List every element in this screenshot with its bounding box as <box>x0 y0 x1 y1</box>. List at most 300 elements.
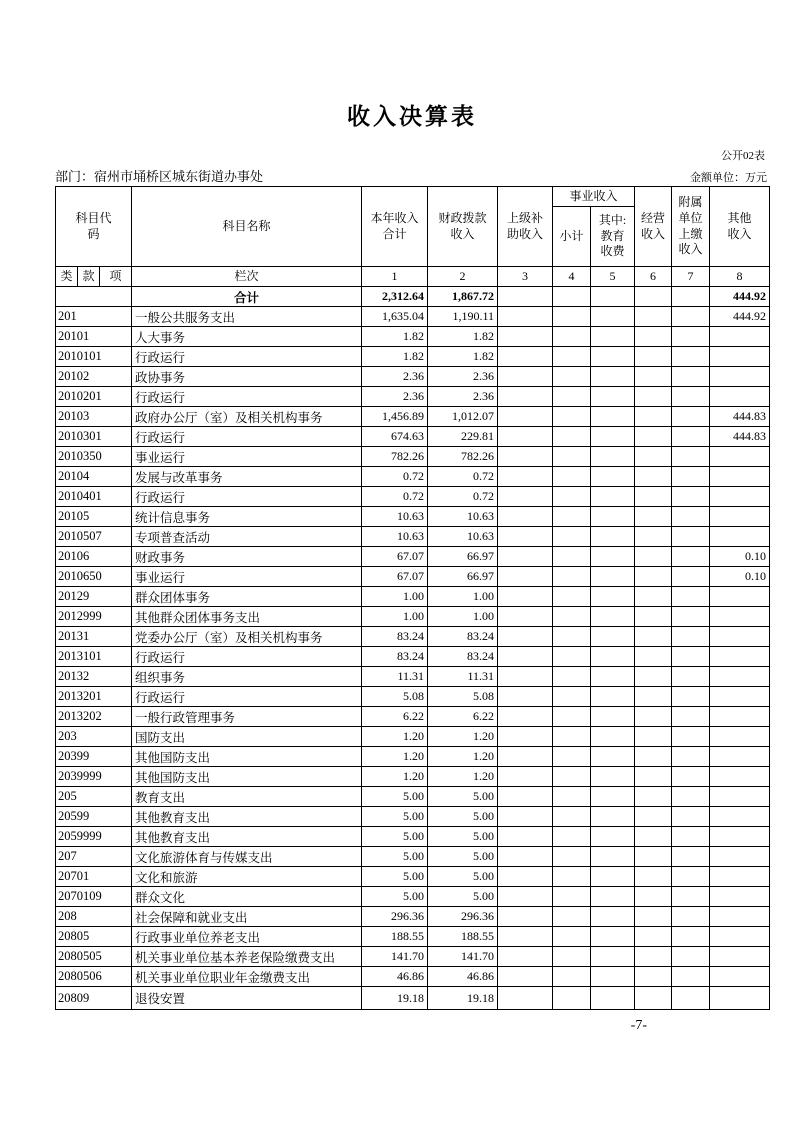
value-cell-col-2: 1.82 <box>428 327 498 347</box>
table-row <box>56 987 770 1010</box>
value-cell-col-7 <box>672 947 710 967</box>
value-cell-col-8 <box>710 867 770 887</box>
value-cell-col-3 <box>498 487 553 507</box>
value-cell-col-5 <box>591 467 635 487</box>
value-cell-col-8 <box>710 887 770 907</box>
value-cell-col-1: 2.36 <box>362 367 428 387</box>
value-cell-col-7 <box>672 547 710 567</box>
value-cell-col-5 <box>591 987 635 1010</box>
value-cell-col-6 <box>635 367 672 387</box>
value-cell-col-4 <box>553 367 591 387</box>
table-row <box>56 427 770 447</box>
page-number: -7- <box>630 1018 647 1033</box>
value-cell-col-8: 0.10 <box>710 547 770 567</box>
value-cell-col-7 <box>672 367 710 387</box>
value-cell-col-7 <box>672 287 710 307</box>
header-row-lanci <box>56 267 770 287</box>
table-row <box>56 867 770 887</box>
value-cell-col-1: 67.07 <box>362 547 428 567</box>
subject-code-cell: 2039999 <box>56 767 132 787</box>
value-cell-col-1: 10.63 <box>362 507 428 527</box>
value-cell-col-6 <box>635 747 672 767</box>
value-cell-col-5 <box>591 647 635 667</box>
value-cell-col-6 <box>635 707 672 727</box>
value-cell-col-7 <box>672 427 710 447</box>
subject-code-cell: 2010101 <box>56 347 132 367</box>
value-cell-col-3 <box>498 887 553 907</box>
value-cell-col-1: 1.82 <box>362 347 428 367</box>
value-cell-col-7 <box>672 587 710 607</box>
value-cell-col-2: 83.24 <box>428 627 498 647</box>
value-cell-col-2: 19.18 <box>428 987 498 1010</box>
table-row <box>56 907 770 927</box>
value-cell-col-7 <box>672 907 710 927</box>
value-cell-col-6 <box>635 427 672 447</box>
value-cell-col-8 <box>710 767 770 787</box>
subject-name-cell: 组织事务 <box>132 667 362 687</box>
value-cell-col-5 <box>591 747 635 767</box>
value-cell-col-7 <box>672 867 710 887</box>
value-cell-col-2: 1.82 <box>428 347 498 367</box>
value-cell-col-8 <box>710 647 770 667</box>
subject-name-cell: 其他国防支出 <box>132 767 362 787</box>
subject-name-cell: 专项普查活动 <box>132 527 362 547</box>
subject-name-cell: 其他国防支出 <box>132 747 362 767</box>
value-cell-col-7 <box>672 967 710 987</box>
value-cell-col-8 <box>710 587 770 607</box>
value-cell-col-2: 5.00 <box>428 887 498 907</box>
value-cell-col-2: 1.00 <box>428 607 498 627</box>
value-cell-col-7 <box>672 827 710 847</box>
value-cell-col-3 <box>498 567 553 587</box>
value-cell-col-8 <box>710 707 770 727</box>
subject-code-cell: 20104 <box>56 467 132 487</box>
value-cell-col-6 <box>635 867 672 887</box>
value-cell-col-4 <box>553 447 591 467</box>
table-row <box>56 747 770 767</box>
header-col-number-7: 7 <box>672 267 710 287</box>
subject-name-cell: 行政运行 <box>132 387 362 407</box>
table-row <box>56 647 770 667</box>
subject-code-cell: 20132 <box>56 667 132 687</box>
value-cell-col-8: 444.83 <box>710 427 770 447</box>
value-cell-col-8 <box>710 687 770 707</box>
subject-name-cell: 党委办公厅（室）及相关机构事务 <box>132 627 362 647</box>
value-cell-col-6 <box>635 787 672 807</box>
value-cell-col-1: 5.00 <box>362 787 428 807</box>
value-cell-col-6 <box>635 447 672 467</box>
subject-code-cell: 20103 <box>56 407 132 427</box>
value-cell-col-4 <box>553 947 591 967</box>
value-cell-col-8 <box>710 787 770 807</box>
table-row <box>56 787 770 807</box>
value-cell-col-8 <box>710 947 770 967</box>
value-cell-col-3 <box>498 867 553 887</box>
value-cell-col-5 <box>591 287 635 307</box>
value-cell-col-3 <box>498 967 553 987</box>
value-cell-col-8 <box>710 987 770 1010</box>
value-cell-col-2: 6.22 <box>428 707 498 727</box>
header-fiscal-allocation-income: 财政拨款收入 <box>428 187 498 267</box>
table-row <box>56 627 770 647</box>
value-cell-col-3 <box>498 427 553 447</box>
value-cell-col-5 <box>591 367 635 387</box>
value-cell-col-6 <box>635 847 672 867</box>
value-cell-col-3 <box>498 767 553 787</box>
subject-code-cell: 20102 <box>56 367 132 387</box>
subject-code-cell: 2010650 <box>56 567 132 587</box>
value-cell-col-4 <box>553 827 591 847</box>
value-cell-col-3 <box>498 507 553 527</box>
value-cell-col-1: 46.86 <box>362 967 428 987</box>
table-row <box>56 447 770 467</box>
subject-code-cell: 207 <box>56 847 132 867</box>
value-cell-col-7 <box>672 347 710 367</box>
header-code-lei: 类 <box>56 267 78 287</box>
value-cell-col-5 <box>591 627 635 647</box>
table-row <box>56 347 770 367</box>
value-cell-col-7 <box>672 407 710 427</box>
value-cell-col-4 <box>553 467 591 487</box>
value-cell-col-4 <box>553 587 591 607</box>
subject-name-cell: 行政运行 <box>132 487 362 507</box>
header-business-subtotal: 小计 <box>553 207 591 267</box>
subject-name-cell: 机关事业单位职业年金缴费支出 <box>132 967 362 987</box>
value-cell-col-3 <box>498 447 553 467</box>
value-cell-col-1: 5.00 <box>362 807 428 827</box>
value-cell-col-8 <box>710 747 770 767</box>
subject-code-cell: 20805 <box>56 927 132 947</box>
value-cell-col-7 <box>672 807 710 827</box>
subject-name-cell: 政府办公厅（室）及相关机构事务 <box>132 407 362 427</box>
subject-name-cell: 群众文化 <box>132 887 362 907</box>
value-cell-col-2: 66.97 <box>428 547 498 567</box>
meta-row <box>55 166 769 185</box>
value-cell-col-8 <box>710 487 770 507</box>
table-header <box>56 187 770 287</box>
header-subject-name: 科目名称 <box>132 187 362 267</box>
header-col-number-8: 8 <box>710 267 770 287</box>
value-cell-col-2: 296.36 <box>428 907 498 927</box>
subject-code-cell: 20101 <box>56 327 132 347</box>
value-cell-col-2: 0.72 <box>428 487 498 507</box>
value-cell-col-6 <box>635 387 672 407</box>
value-cell-col-5 <box>591 847 635 867</box>
value-cell-col-5 <box>591 687 635 707</box>
subject-name-cell: 财政事务 <box>132 547 362 567</box>
subject-name-cell: 合计 <box>132 287 362 307</box>
table-body <box>56 287 770 1010</box>
value-cell-col-5 <box>591 707 635 727</box>
table-row <box>56 767 770 787</box>
department-label: 部门：宿州市埇桥区城东街道办事处 <box>55 169 264 184</box>
value-cell-col-5 <box>591 887 635 907</box>
value-cell-col-8 <box>710 467 770 487</box>
value-cell-col-2: 0.72 <box>428 467 498 487</box>
value-cell-col-1: 1.20 <box>362 727 428 747</box>
value-cell-col-3 <box>498 347 553 367</box>
value-cell-col-1: 1,635.04 <box>362 307 428 327</box>
value-cell-col-1: 2.36 <box>362 387 428 407</box>
value-cell-col-5 <box>591 427 635 447</box>
value-cell-col-1: 10.63 <box>362 527 428 547</box>
header-col-number-3: 3 <box>498 267 553 287</box>
subject-code-cell: 2010507 <box>56 527 132 547</box>
subject-code-cell: 20399 <box>56 747 132 767</box>
value-cell-col-2: 2.36 <box>428 387 498 407</box>
value-cell-col-6 <box>635 947 672 967</box>
value-cell-col-1: 0.72 <box>362 487 428 507</box>
value-cell-col-2: 1.20 <box>428 727 498 747</box>
value-cell-col-2: 229.81 <box>428 427 498 447</box>
subject-code-cell: 2010350 <box>56 447 132 467</box>
value-cell-col-5 <box>591 487 635 507</box>
table-row <box>56 487 770 507</box>
value-cell-col-8 <box>710 807 770 827</box>
value-cell-col-8: 444.92 <box>710 287 770 307</box>
value-cell-col-3 <box>498 787 553 807</box>
value-cell-col-1: 674.63 <box>362 427 428 447</box>
value-cell-col-2: 1,190.11 <box>428 307 498 327</box>
value-cell-col-8 <box>710 967 770 987</box>
value-cell-col-2: 5.00 <box>428 807 498 827</box>
value-cell-col-8 <box>710 907 770 927</box>
table-row <box>56 507 770 527</box>
value-cell-col-3 <box>498 587 553 607</box>
value-cell-col-3 <box>498 907 553 927</box>
table-row <box>56 567 770 587</box>
value-cell-col-4 <box>553 327 591 347</box>
value-cell-col-3 <box>498 527 553 547</box>
value-cell-col-7 <box>672 647 710 667</box>
unit-label: 金额单位：万元 <box>690 172 767 184</box>
value-cell-col-1: 67.07 <box>362 567 428 587</box>
value-cell-col-8 <box>710 387 770 407</box>
table-row <box>56 847 770 867</box>
value-cell-col-7 <box>672 767 710 787</box>
value-cell-col-3 <box>498 607 553 627</box>
value-cell-col-4 <box>553 767 591 787</box>
subject-code-cell: 2012999 <box>56 607 132 627</box>
value-cell-col-6 <box>635 287 672 307</box>
subject-code-cell: 2013202 <box>56 707 132 727</box>
value-cell-col-7 <box>672 987 710 1010</box>
subject-name-cell: 文化旅游体育与传媒支出 <box>132 847 362 867</box>
value-cell-col-7 <box>672 887 710 907</box>
header-code-kuan: 款 <box>78 267 100 287</box>
value-cell-col-6 <box>635 567 672 587</box>
value-cell-col-4 <box>553 847 591 867</box>
subject-name-cell: 一般行政管理事务 <box>132 707 362 727</box>
value-cell-col-6 <box>635 687 672 707</box>
table-row <box>56 587 770 607</box>
subject-name-cell: 其他群众团体事务支出 <box>132 607 362 627</box>
value-cell-col-6 <box>635 767 672 787</box>
value-cell-col-6 <box>635 487 672 507</box>
value-cell-col-6 <box>635 507 672 527</box>
table-row <box>56 707 770 727</box>
header-lanci-label: 栏次 <box>132 267 362 287</box>
subject-name-cell: 一般公共服务支出 <box>132 307 362 327</box>
value-cell-col-8 <box>710 367 770 387</box>
value-cell-col-1: 2,312.64 <box>362 287 428 307</box>
table-row <box>56 807 770 827</box>
value-cell-col-4 <box>553 907 591 927</box>
table-row <box>56 607 770 627</box>
header-affiliated-unit-income: 附属单位上缴收入 <box>672 187 710 267</box>
value-cell-col-2: 141.70 <box>428 947 498 967</box>
value-cell-col-2: 188.55 <box>428 927 498 947</box>
value-cell-col-5 <box>591 567 635 587</box>
value-cell-col-4 <box>553 987 591 1010</box>
value-cell-col-4 <box>553 287 591 307</box>
value-cell-col-7 <box>672 527 710 547</box>
header-code-xiang: 项 <box>100 267 132 287</box>
subject-name-cell: 国防支出 <box>132 727 362 747</box>
table-row <box>56 927 770 947</box>
table-row <box>56 467 770 487</box>
value-cell-col-6 <box>635 527 672 547</box>
table-row <box>56 947 770 967</box>
value-cell-col-3 <box>498 667 553 687</box>
value-cell-col-5 <box>591 907 635 927</box>
value-cell-col-6 <box>635 887 672 907</box>
value-cell-col-4 <box>553 747 591 767</box>
value-cell-col-6 <box>635 607 672 627</box>
value-cell-col-6 <box>635 807 672 827</box>
value-cell-col-3 <box>498 287 553 307</box>
value-cell-col-1: 5.00 <box>362 827 428 847</box>
value-cell-col-4 <box>553 547 591 567</box>
value-cell-col-1: 1.82 <box>362 327 428 347</box>
header-col-number-5: 5 <box>591 267 635 287</box>
value-cell-col-7 <box>672 747 710 767</box>
header-total-income: 本年收入合计 <box>362 187 428 267</box>
value-cell-col-1: 188.55 <box>362 927 428 947</box>
header-superior-subsidy-income: 上级补助收入 <box>498 187 553 267</box>
table-row <box>56 407 770 427</box>
header-other-income: 其他收入 <box>710 187 770 267</box>
value-cell-col-3 <box>498 727 553 747</box>
subject-name-cell: 教育支出 <box>132 787 362 807</box>
value-cell-col-6 <box>635 347 672 367</box>
value-cell-col-4 <box>553 647 591 667</box>
subject-code-cell: 201 <box>56 307 132 327</box>
subject-code-cell: 20106 <box>56 547 132 567</box>
subject-code-cell: 20131 <box>56 627 132 647</box>
table-row <box>56 307 770 327</box>
value-cell-col-2: 1.20 <box>428 767 498 787</box>
value-cell-col-8 <box>710 627 770 647</box>
value-cell-col-6 <box>635 987 672 1010</box>
value-cell-col-3 <box>498 927 553 947</box>
value-cell-col-1: 1.00 <box>362 587 428 607</box>
total-row <box>56 287 770 307</box>
table-row <box>56 887 770 907</box>
value-cell-col-5 <box>591 347 635 367</box>
value-cell-col-3 <box>498 387 553 407</box>
value-cell-col-8 <box>710 447 770 467</box>
value-cell-col-7 <box>672 327 710 347</box>
value-cell-col-7 <box>672 447 710 467</box>
value-cell-col-7 <box>672 727 710 747</box>
value-cell-col-2: 5.08 <box>428 687 498 707</box>
value-cell-col-4 <box>553 627 591 647</box>
value-cell-col-7 <box>672 487 710 507</box>
value-cell-col-2: 5.00 <box>428 787 498 807</box>
value-cell-col-4 <box>553 707 591 727</box>
table-row <box>56 547 770 567</box>
table-row <box>56 387 770 407</box>
value-cell-col-8: 0.10 <box>710 567 770 587</box>
subject-code-cell: 2010301 <box>56 427 132 447</box>
page-title: 收入决算表 <box>347 104 477 129</box>
value-cell-col-7 <box>672 467 710 487</box>
value-cell-col-6 <box>635 647 672 667</box>
value-cell-col-4 <box>553 967 591 987</box>
value-cell-col-5 <box>591 767 635 787</box>
value-cell-col-6 <box>635 927 672 947</box>
value-cell-col-7 <box>672 707 710 727</box>
subject-name-cell: 行政运行 <box>132 347 362 367</box>
value-cell-col-4 <box>553 927 591 947</box>
subject-name-cell: 机关事业单位基本养老保险缴费支出 <box>132 947 362 967</box>
value-cell-col-3 <box>498 407 553 427</box>
value-cell-col-2: 1,012.07 <box>428 407 498 427</box>
value-cell-col-3 <box>498 747 553 767</box>
value-cell-col-2: 83.24 <box>428 647 498 667</box>
table-row <box>56 687 770 707</box>
value-cell-col-4 <box>553 527 591 547</box>
table-row <box>56 527 770 547</box>
value-cell-col-5 <box>591 967 635 987</box>
value-cell-col-7 <box>672 627 710 647</box>
value-cell-col-7 <box>672 387 710 407</box>
value-cell-col-6 <box>635 667 672 687</box>
value-cell-col-4 <box>553 407 591 427</box>
subject-code-cell: 20809 <box>56 987 132 1010</box>
subject-code-cell: 2059999 <box>56 827 132 847</box>
subject-name-cell: 统计信息事务 <box>132 507 362 527</box>
value-cell-col-6 <box>635 827 672 847</box>
value-cell-col-1: 6.22 <box>362 707 428 727</box>
value-cell-col-8 <box>710 607 770 627</box>
value-cell-col-8 <box>710 527 770 547</box>
value-cell-col-5 <box>591 867 635 887</box>
header-operating-income: 经营收入 <box>635 187 672 267</box>
table-row <box>56 967 770 987</box>
value-cell-col-2: 10.63 <box>428 507 498 527</box>
subject-name-cell: 文化和旅游 <box>132 867 362 887</box>
value-cell-col-3 <box>498 707 553 727</box>
value-cell-col-2: 11.31 <box>428 667 498 687</box>
value-cell-col-3 <box>498 647 553 667</box>
subject-name-cell: 行政运行 <box>132 687 362 707</box>
value-cell-col-4 <box>553 807 591 827</box>
value-cell-col-4 <box>553 307 591 327</box>
subject-code-cell <box>56 287 132 307</box>
value-cell-col-5 <box>591 507 635 527</box>
value-cell-col-1: 83.24 <box>362 647 428 667</box>
value-cell-col-3 <box>498 467 553 487</box>
subject-code-cell: 20701 <box>56 867 132 887</box>
value-cell-col-2: 5.00 <box>428 867 498 887</box>
subject-name-cell: 政协事务 <box>132 367 362 387</box>
value-cell-col-4 <box>553 727 591 747</box>
value-cell-col-5 <box>591 927 635 947</box>
value-cell-col-1: 1.20 <box>362 747 428 767</box>
value-cell-col-3 <box>498 327 553 347</box>
